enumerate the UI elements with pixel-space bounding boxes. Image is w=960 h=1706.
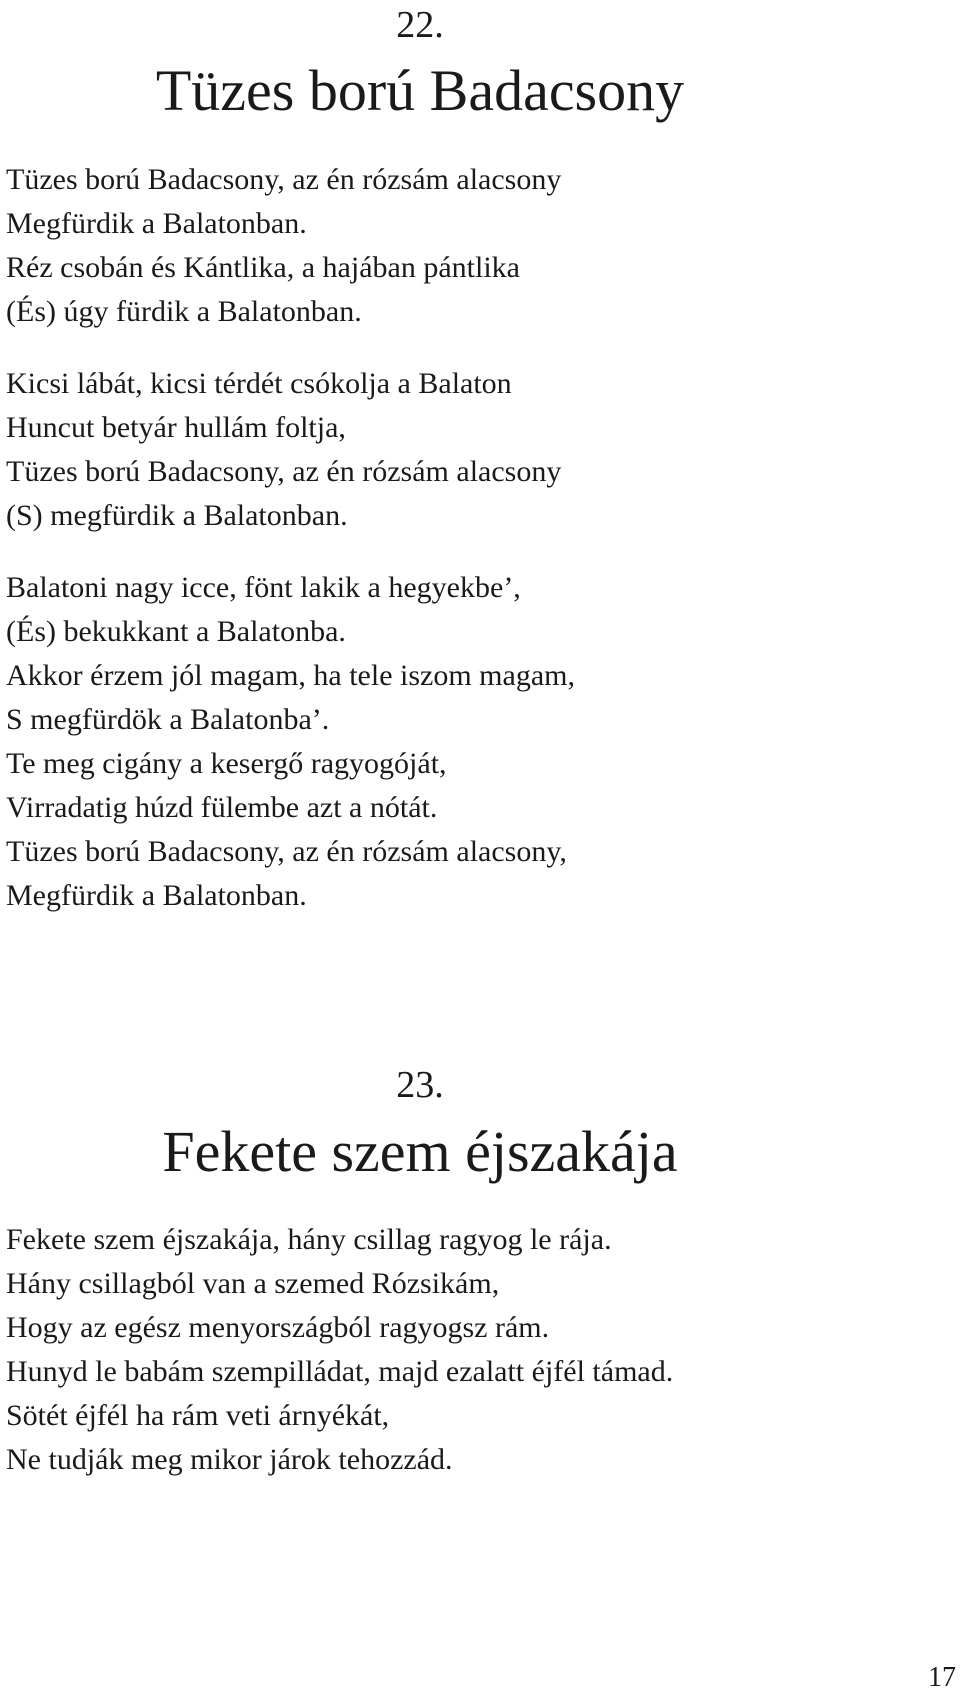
verse-line: Hány csillagból van a szemed Rózsikám, [6,1267,500,1300]
verse-line: Hogy az egész menyországból ragyogsz rám. [6,1311,550,1344]
verse-line: Hunyd le babám szempilládat, majd ezalatt éjfél támad. [6,1355,674,1388]
verse-line: Megfürdik a Balatonban. [6,207,307,240]
song-title: Fekete szem éjszakája [162,1119,678,1184]
page-number: 17 [928,1662,956,1693]
verse-line: Virradatig húzd fülembe azt a nótát. [6,791,438,824]
song-title: Tüzes ború Badacsony [155,58,685,123]
verse-line: S megfürdök a Balatonba’. [6,703,330,736]
verse-line: Tüzes ború Badacsony, az én rózsám alacsony [6,163,562,196]
verse-line: Te meg cigány a kesergő ragyogóját, [6,747,447,780]
verse-line: Réz csobán és Kántlika, a hajában pántlika [6,251,520,284]
verse-line: Kicsi lábát, kicsi térdét csókolja a Balaton [6,367,512,400]
verse-line: Huncut betyár hullám foltja, [6,411,346,444]
verse-line: Ne tudják meg mikor járok tehozzád. [6,1443,453,1476]
stanza [6,158,561,334]
verse-line: Tüzes ború Badacsony, az én rózsám alacsony, [6,835,567,868]
verse-line: (És) bekukkant a Balatonba. [6,615,346,648]
verse-line: Sötét éjfél ha rám veti árnyékát, [6,1399,390,1432]
verse-line: Tüzes ború Badacsony, az én rózsám alacsony [6,455,562,488]
stanza [6,362,561,538]
song-number: 22. [396,4,444,46]
verse-line: Megfürdik a Balatonban. [6,879,307,912]
verse-line: Akkor érzem jól magam, ha tele iszom magam, [6,659,575,692]
stanza [6,566,575,918]
verse-line: (S) megfürdik a Balatonban. [6,499,348,532]
verse-line: Balatoni nagy icce, fönt lakik a hegyekbe’, [6,571,521,604]
stanza [6,1218,673,1482]
song-number: 23. [396,1064,444,1106]
verse-line: (És) úgy fürdik a Balatonban. [6,295,362,328]
verse-line: Fekete szem éjszakája, hány csillag ragyog le rája. [6,1223,612,1256]
